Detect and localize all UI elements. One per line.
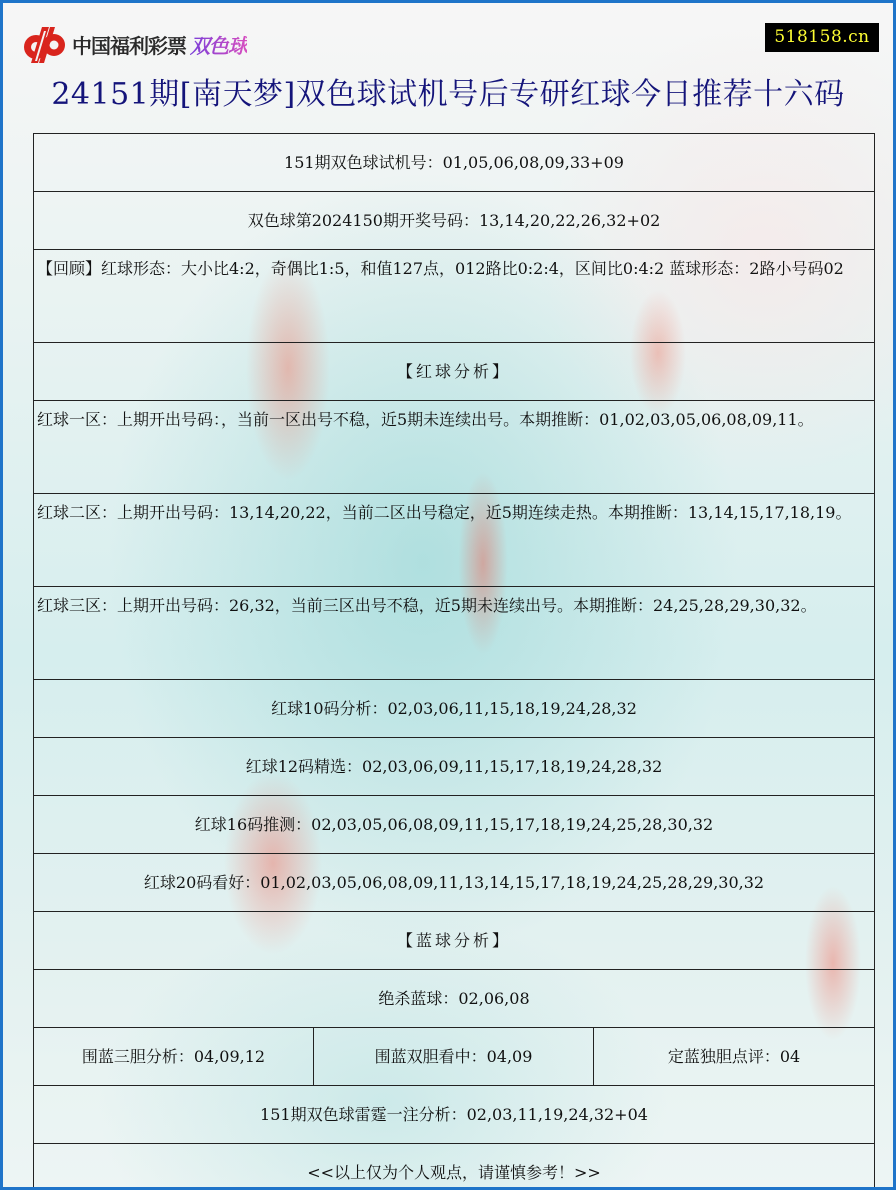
review-cell: 【回顾】红球形态：大小比4:2，奇偶比1:5，和值127点，012路比0:2:4，区间比0:4:2 蓝球形态：2路小号码02 bbox=[34, 250, 875, 343]
red-zone3-cell: 红球三区：上期开出号码：26,32，当前三区出号不稳，近5期未连续出号。本期推断：24,25,28,29,30,32。 bbox=[34, 587, 875, 680]
table-row bbox=[34, 587, 875, 680]
red-16-cell: 红球16码推测：02,03,05,06,08,09,11,15,17,18,19,24,25,28,30,32 bbox=[34, 796, 875, 854]
red-zone1-cell: 红球一区：上期开出号码：，当前一区出号不稳，近5期未连续出号。本期推断：01,02,03,05,06,08,09,11。 bbox=[34, 401, 875, 494]
red-12-cell: 红球12码精选：02,03,06,09,11,15,17,18,19,24,28,32 bbox=[34, 738, 875, 796]
logo-text: 中国福利彩票 bbox=[72, 33, 186, 58]
table-row bbox=[34, 912, 875, 970]
table-row bbox=[34, 738, 875, 796]
table-row bbox=[34, 250, 875, 343]
blue-section-title: 【蓝球分析】 bbox=[34, 912, 875, 970]
table-row bbox=[34, 680, 875, 738]
prediction-table bbox=[33, 133, 875, 1190]
trial-number-cell: 151期双色球试机号：01,05,06,08,09,33+09 bbox=[34, 134, 875, 192]
table-row bbox=[34, 796, 875, 854]
lottery-logo bbox=[22, 25, 247, 63]
logo-product: 双色球 bbox=[190, 30, 247, 59]
table-row bbox=[34, 854, 875, 912]
table-row bbox=[34, 970, 875, 1028]
welfare-lottery-logo-icon bbox=[22, 25, 68, 63]
red-10-cell: 红球10码分析：02,03,06,11,15,18,19,24,28,32 bbox=[34, 680, 875, 738]
disclaimer-cell: <<以上仅为个人观点，请谨慎参考！>> bbox=[34, 1144, 875, 1190]
table-row bbox=[34, 192, 875, 250]
single-bet-cell: 151期双色球雷霆一注分析：02,03,11,19,24,32+04 bbox=[34, 1086, 875, 1144]
table-row bbox=[34, 1086, 875, 1144]
blue-three-cell: 围蓝三胆分析：04,09,12 bbox=[34, 1028, 314, 1086]
table-row bbox=[34, 401, 875, 494]
red-section-title: 【红球分析】 bbox=[34, 343, 875, 401]
table-row bbox=[34, 134, 875, 192]
blue-one-cell: 定蓝独胆点评：04 bbox=[594, 1028, 875, 1086]
red-20-cell: 红球20码看好：01,02,03,05,06,08,09,11,13,14,15,17,18,19,24,25,28,29,30,32 bbox=[34, 854, 875, 912]
red-zone2-cell: 红球二区：上期开出号码：13,14,20,22，当前二区出号稳定，近5期连续走热。本期推断：13,14,15,17,18,19。 bbox=[34, 494, 875, 587]
table-row bbox=[34, 494, 875, 587]
table-row bbox=[34, 1144, 875, 1190]
blue-two-cell: 围蓝双胆看中：04,09 bbox=[314, 1028, 594, 1086]
last-draw-cell: 双色球第2024150期开奖号码：13,14,20,22,26,32+02 bbox=[34, 192, 875, 250]
table-row bbox=[34, 343, 875, 401]
site-badge[interactable]: 518158.cn bbox=[765, 23, 879, 52]
table-row bbox=[34, 1028, 875, 1086]
blue-kill-cell: 绝杀蓝球：02,06,08 bbox=[34, 970, 875, 1028]
page-title: 24151期[南天梦]双色球试机号后专研红球今日推荐十六码 bbox=[51, 77, 845, 112]
